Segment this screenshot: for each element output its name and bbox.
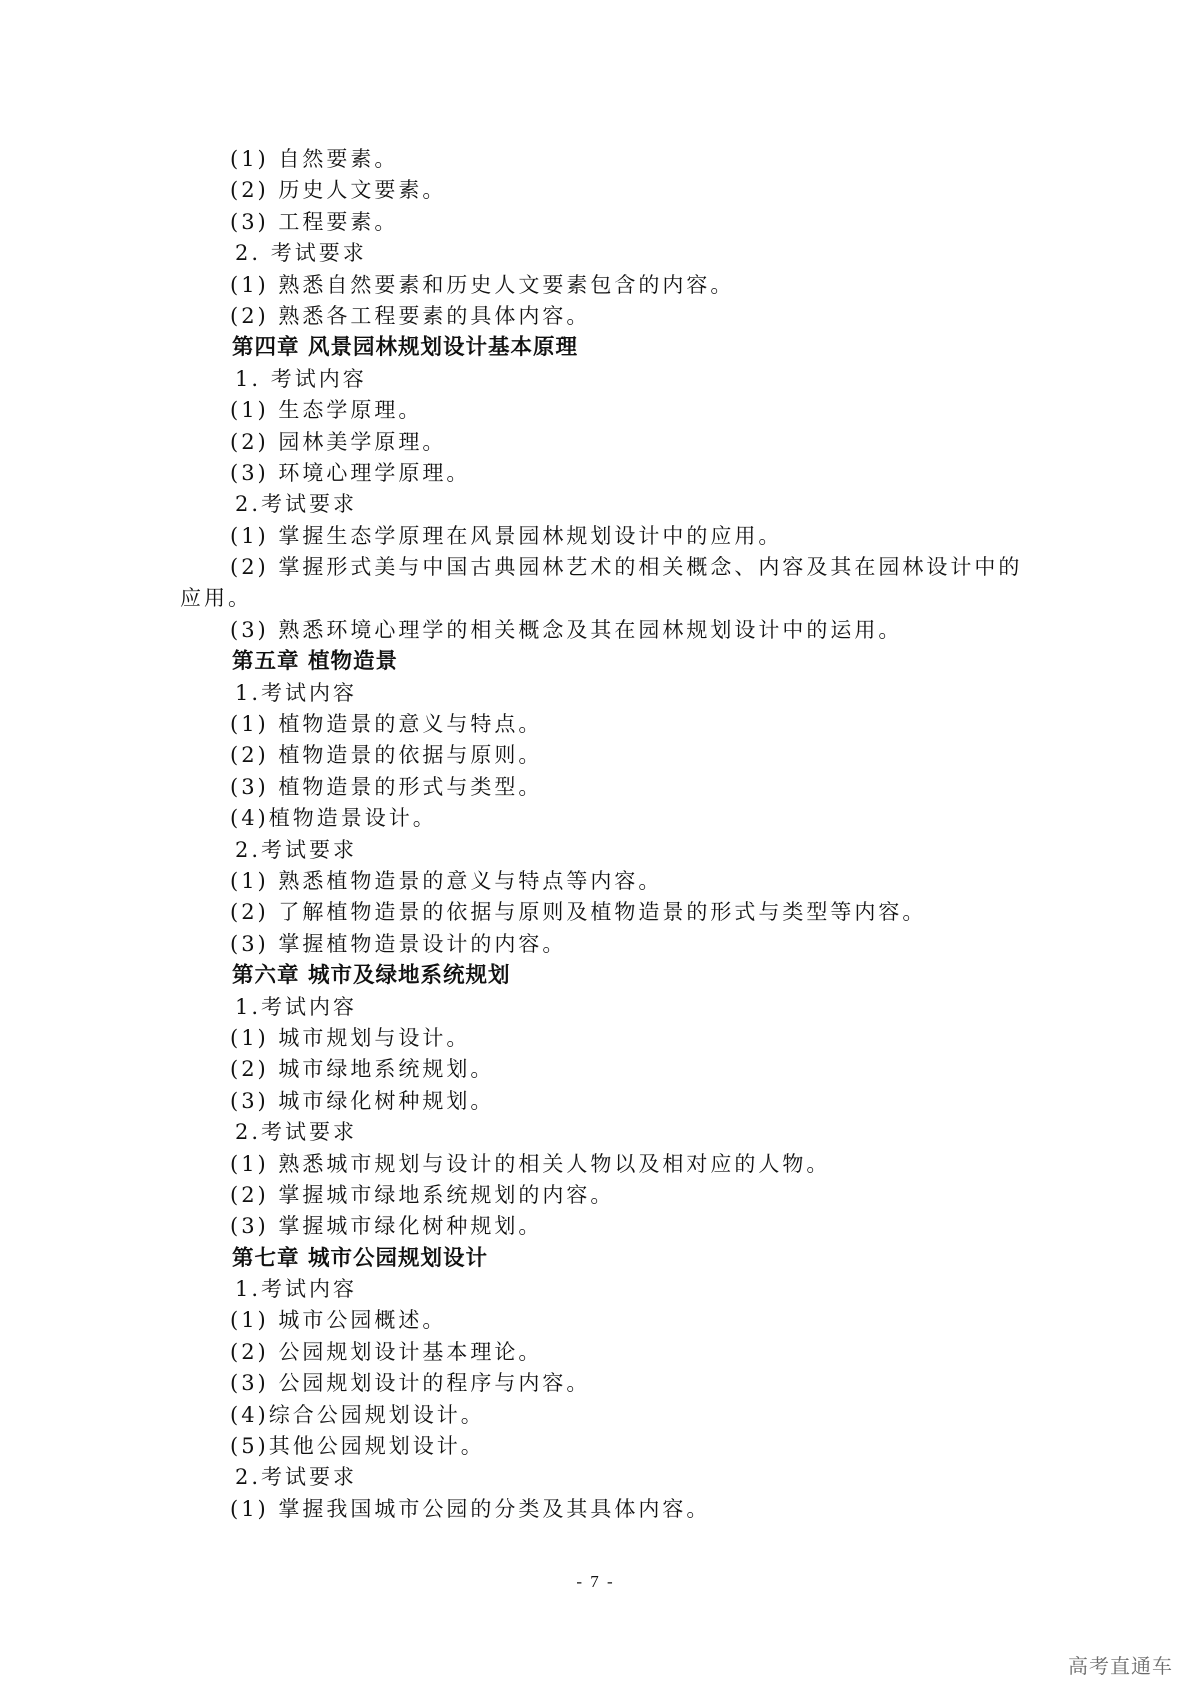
list-item: (3) 城市绿化树种规划。 xyxy=(230,1088,495,1113)
section-label: 1.考试内容 xyxy=(235,680,358,705)
list-item: (3) 工程要素。 xyxy=(230,209,399,234)
list-item: (2) 熟悉各工程要素的具体内容。 xyxy=(230,303,591,328)
list-item: (4)植物造景设计。 xyxy=(230,806,437,831)
list-item: (1) 掌握我国城市公园的分类及其具体内容。 xyxy=(230,1496,711,1521)
list-item: (1) 熟悉城市规划与设计的相关人物以及相对应的人物。 xyxy=(230,1151,831,1176)
list-item: (2) 掌握形式美与中国古典园林艺术的相关概念、内容及其在园林设计中的 xyxy=(230,555,1023,580)
list-item: (3) 掌握植物造景设计的内容。 xyxy=(230,931,567,956)
list-item: (2) 掌握城市绿地系统规划的内容。 xyxy=(230,1182,615,1207)
section-label: 1. 考试内容 xyxy=(235,366,367,391)
list-item: (1) 城市公园概述。 xyxy=(230,1308,447,1333)
section-label: 2.考试要求 xyxy=(235,837,358,862)
chapter-heading: 第五章 植物造景 xyxy=(232,649,398,675)
list-item: (1) 生态学原理。 xyxy=(230,398,423,423)
list-item: (3) 掌握城市绿化树种规划。 xyxy=(230,1214,543,1239)
list-item: (1) 自然要素。 xyxy=(230,147,399,171)
section-label: 2.考试要求 xyxy=(235,492,358,517)
list-item: (3) 熟悉环境心理学的相关概念及其在园林规划设计中的运用。 xyxy=(230,617,903,642)
list-item: (5)其他公园规划设计。 xyxy=(230,1434,485,1459)
list-item: (1) 掌握生态学原理在风景园林规划设计中的应用。 xyxy=(230,523,783,548)
chapter-heading: 第四章 风景园林规划设计基本原理 xyxy=(232,335,578,361)
list-item: (3) 公园规划设计的程序与内容。 xyxy=(230,1371,591,1396)
section-label: 2.考试要求 xyxy=(235,1120,358,1145)
list-item: (2) 公园规划设计基本理论。 xyxy=(230,1339,543,1364)
list-item: (1) 熟悉自然要素和历史人文要素包含的内容。 xyxy=(230,272,735,297)
list-item: (4)综合公园规划设计。 xyxy=(230,1402,485,1427)
continued-line: 应用。 xyxy=(180,586,252,611)
list-item: (1) 植物造景的意义与特点。 xyxy=(230,712,543,737)
list-item: (2) 历史人文要素。 xyxy=(230,178,447,203)
list-item: (2) 了解植物造景的依据与原则及植物造景的形式与类型等内容。 xyxy=(230,900,927,925)
list-item: (3) 环境心理学原理。 xyxy=(230,460,471,485)
section-label: 1.考试内容 xyxy=(235,1277,358,1302)
section-label: 2. 考试要求 xyxy=(235,241,367,266)
list-item: (3) 植物造景的形式与类型。 xyxy=(230,774,543,799)
list-item: (2) 园林美学原理。 xyxy=(230,429,447,454)
section-label: 2.考试要求 xyxy=(235,1465,358,1490)
page-number: - 7 - xyxy=(576,1572,615,1591)
chapter-heading: 第七章 城市公园规划设计 xyxy=(232,1245,488,1271)
section-label: 1.考试内容 xyxy=(235,994,358,1019)
list-item: (1) 城市规划与设计。 xyxy=(230,1025,471,1050)
list-item: (2) 城市绿地系统规划。 xyxy=(230,1057,495,1082)
list-item: (2) 植物造景的依据与原则。 xyxy=(230,743,543,768)
chapter-heading: 第六章 城市及绿地系统规划 xyxy=(232,963,511,989)
watermark-text: 高考直通车 xyxy=(1068,1654,1173,1678)
list-item: (1) 熟悉植物造景的意义与特点等内容。 xyxy=(230,868,663,893)
document-body xyxy=(0,144,1191,1525)
